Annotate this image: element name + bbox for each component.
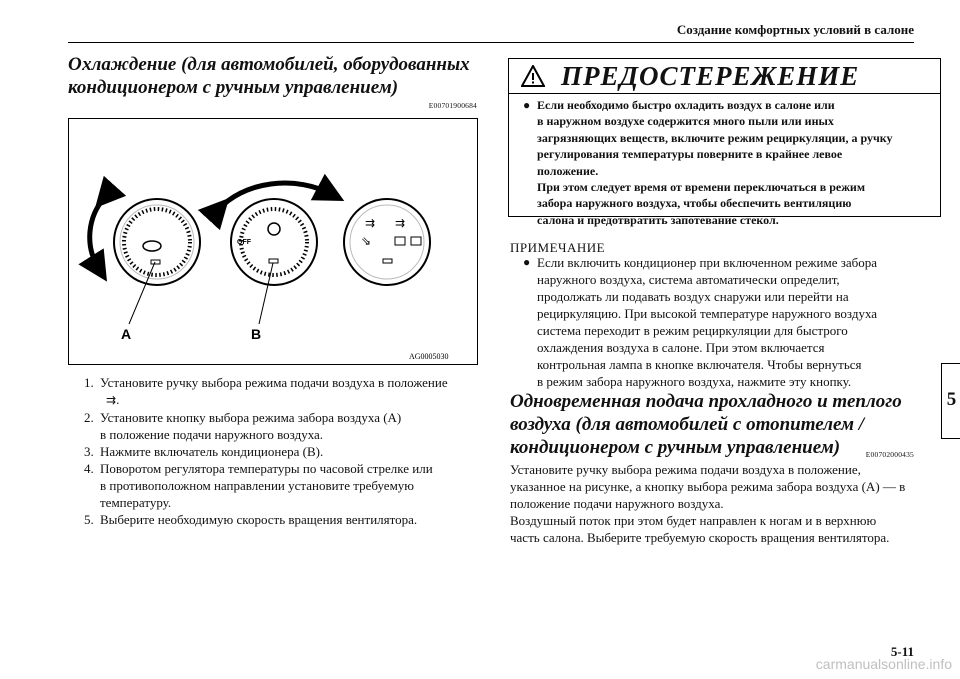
section-code: E00702000435 [865, 450, 914, 459]
temperature-dial[interactable] [114, 199, 200, 285]
vent-mode-icon: ⇉ [365, 216, 376, 230]
list-item: 1. Установите ручку выбора режима подачи воздуха в положение ⇉. [84, 375, 448, 407]
page-number: 5-11 [890, 644, 914, 659]
control-panel-illustration [69, 119, 477, 364]
vent-mode-icon: ⇉ [106, 393, 117, 407]
warning-title: ПРЕДОСТЕРЕЖЕНИЕ [561, 61, 860, 91]
callout-a: A [121, 326, 132, 342]
warning-text: ● Если необходимо быстро охладить воздух в салоне или в наружном воздухе содержится много пыли или иных загрязняющих веществ, включите режим рециркуляции, а ручку регулирования температуры поверните в крайнее левое положение. При этом следует время от времени переключаться в режим забора наружного воздуха, чтобы обеспечить вентиляцию салона и предотвратить запотевание стекол. [523, 98, 893, 227]
chapter-number: 5 [946, 389, 957, 410]
running-header: Создание комфортных условий в салоне [676, 22, 914, 37]
header-rule [68, 42, 914, 43]
list-item: 4. Поворотом регулятора температуры по часовой стрелке или в противоположном направлении установите требуемую температуру. [84, 461, 433, 510]
list-item: 5. Выберите необходимую скорость вращения вентилятора. [84, 512, 418, 527]
chapter-tab [941, 363, 960, 439]
section-title-cooling: Охлаждение (для автомобилей, оборудованных кондиционером с ручным управлением) [68, 54, 470, 98]
watermark: carmanualsonline.info [815, 656, 952, 672]
steps-list [84, 374, 484, 528]
climate-control-figure [68, 118, 478, 365]
warning-triangle-icon [521, 65, 545, 87]
bilevel-mode-icon: ⇉ [395, 216, 406, 230]
fan-speed-dial[interactable] [231, 199, 317, 285]
off-label: OFF [237, 239, 251, 246]
bullet-icon: ● [523, 98, 531, 112]
warning-box [508, 58, 941, 227]
section2-body: Установите ручку выбора режима подачи воздуха в положение, указанное на рисунке, а кнопку выбора режима забора воздуха (A) — в положение подачи наружного воздуха. Воздушный поток при этом будет направлен к ногам и в верхнюю часть салона. Выберите требуемую скорость вращения вентилятора. [510, 462, 906, 545]
mode-selector-dial[interactable] [344, 199, 430, 285]
callout-b: B [251, 326, 262, 342]
section-code: E00701900684 [428, 101, 477, 110]
note-label: ПРИМЕЧАНИЕ [510, 240, 606, 255]
figure-code: AG0005030 [409, 352, 449, 361]
floor-mode-icon: ⇘ [361, 234, 372, 248]
note-text: ● Если включить кондиционер при включенном режиме забора наружного воздуха, система автоматически определит, продолжать ли подавать воздух снаружи или перейти на рециркуляцию. При высокой температуре наружного воздуха система переходит в режим рециркуляции для быстрого охлаждения воздуха в салоне. При этом включается контрольная лампа в кнопке включателя. Чтобы вернуться в режим забора наружного воздуха, нажмите эту кнопку. [523, 255, 878, 389]
warning-header [509, 59, 940, 94]
bullet-icon: ● [523, 255, 531, 269]
list-item: 2. Установите кнопку выбора режима забора воздуха (A) в положение подачи наружного воздуха. [84, 410, 402, 442]
list-item: 3. Нажмите включатель кондиционера (B). [84, 444, 324, 459]
rotation-arrow [90, 197, 105, 269]
section-title-mixed-air: Одновременная подача прохладного и теплого воздуха (для автомобилей с отопителем / кондиционером с ручным управлением) [510, 391, 902, 458]
